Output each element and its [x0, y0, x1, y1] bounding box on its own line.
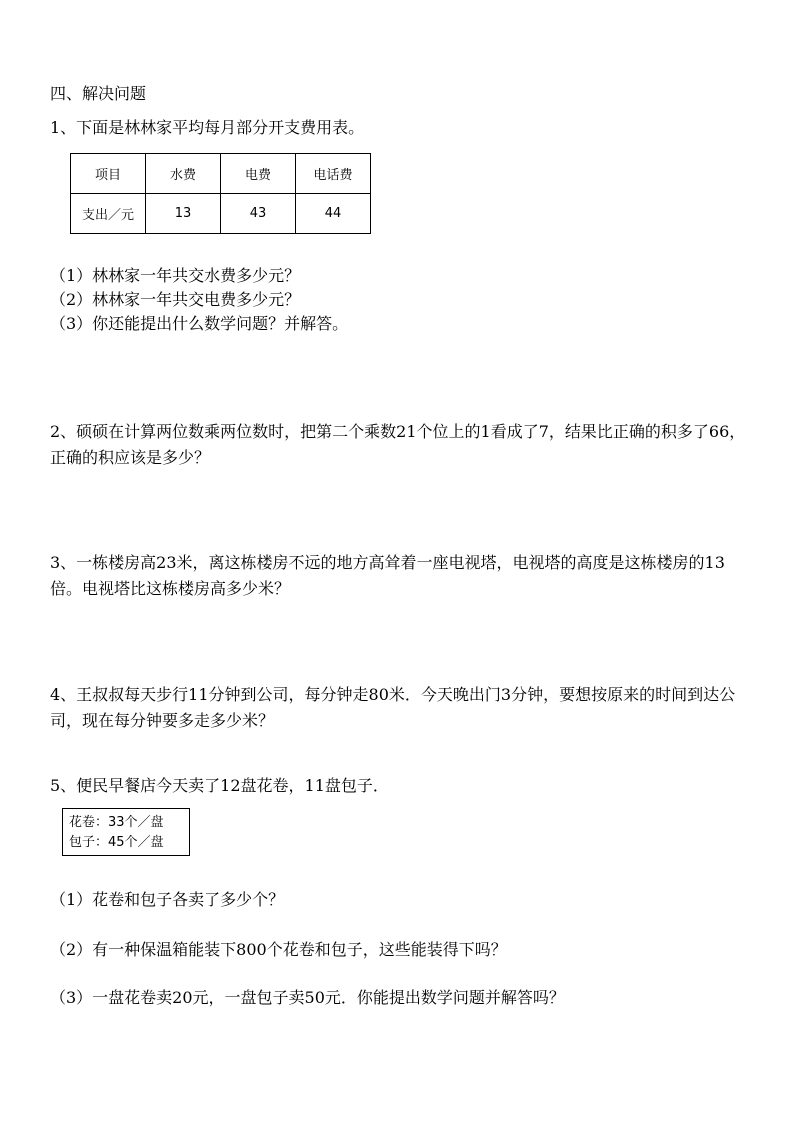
- table-cell: 43: [221, 194, 296, 234]
- table-row: [71, 194, 371, 234]
- question-5-sub-1: （1）花卷和包子各卖了多少个？: [50, 890, 285, 909]
- question-5-sub-3: （3）一盘花卷卖20元，一盘包子卖50元．你能提出数学问题并解答吗？: [50, 988, 565, 1007]
- question-2: 2、硕硕在计算两位数乘两位数时，把第二个乘数21个位上的1看成了7，结果比正确的积多了66，正确的积应该是多少？: [50, 422, 746, 467]
- table-header-row: [71, 154, 371, 194]
- price-box: [62, 808, 190, 856]
- question-5-sub-2: （2）有一种保温箱能装下800个花卷和包子，这些能装得下吗？: [50, 940, 507, 959]
- table-cell: 44: [296, 194, 371, 234]
- section-title: 四、解决问题: [50, 84, 147, 103]
- question-1-sub-1: （1）林林家一年共交水费多少元？: [50, 266, 301, 285]
- expense-table: [70, 153, 371, 234]
- question-1-sub-2: （2）林林家一年共交电费多少元？: [50, 290, 301, 309]
- question-1-sub-3: （3）你还能提出什么数学问题？并解答。: [50, 314, 349, 333]
- table-cell: 13: [146, 194, 221, 234]
- question-1-title: 1、下面是林林家平均每月部分开支费用表。: [50, 118, 365, 137]
- price-box-line: 包子：45个／盘: [69, 835, 164, 850]
- table-header-cell: 电费: [221, 154, 296, 194]
- question-3: 3、一栋楼房高23米，离这栋楼房不远的地方高耸着一座电视塔，电视塔的高度是这栋楼房的13倍。电视塔比这栋楼房高多少米？: [50, 553, 725, 598]
- question-4: 4、王叔叔每天步行11分钟到公司，每分钟走80米．今天晚出门3分钟，要想按原来的时间到达公司，现在每分钟要多走多少米？: [50, 685, 736, 730]
- question-5-title: 5、便民早餐店今天卖了12盘花卷，11盘包子．: [50, 776, 389, 795]
- table-cell: 支出／元: [71, 194, 146, 234]
- table-header-cell: 水费: [146, 154, 221, 194]
- table-header-cell: 电话费: [296, 154, 371, 194]
- price-box-line: 花卷：33个／盘: [69, 815, 164, 830]
- table-header-cell: 项目: [71, 154, 146, 194]
